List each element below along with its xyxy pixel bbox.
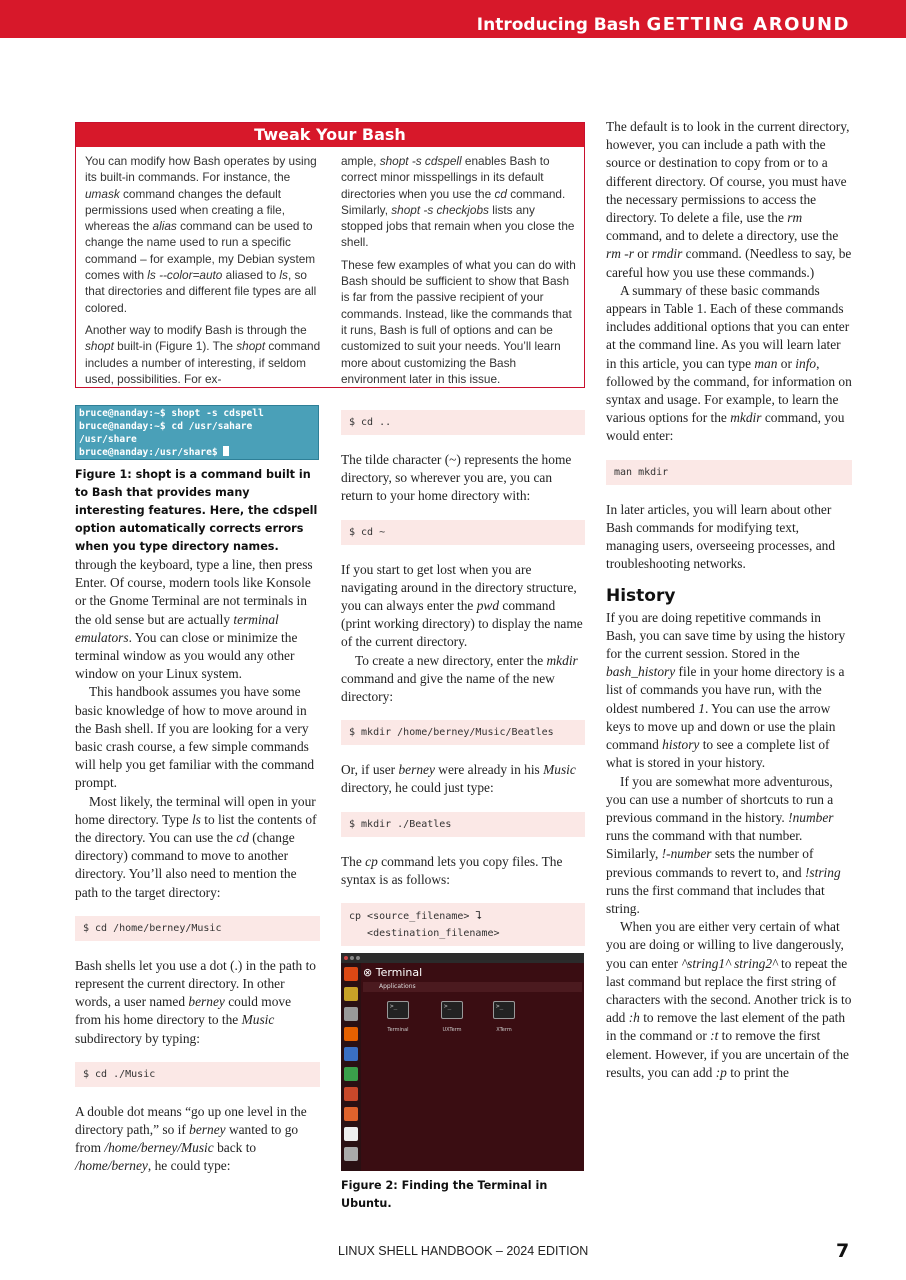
body-paragraph: through the keyboard, type a line, then press Enter. Of course, modern tools like Konsole or the Gnome Terminal are not terminals in the old sense but are actually terminal emulators. You can close or minimize the terminal window as you would any other window on your Linux system. [75, 557, 313, 682]
cursor [223, 446, 229, 456]
code-block [341, 903, 585, 946]
sidebar-column-right [341, 153, 577, 393]
section-title: GETTING AROUND [646, 14, 850, 35]
calc-icon [344, 1067, 358, 1081]
body-paragraph: If you start to get lost when you are navigating around in the directory structure, you can always enter the pwd command (print working directory) to display the name of the current directory. [341, 561, 583, 650]
column-1 [75, 556, 320, 1176]
section-heading-history: History [606, 586, 676, 607]
amazon-icon [344, 1127, 358, 1141]
code-block: $ mkdir /home/berney/Music/Beatles [341, 720, 585, 745]
body-paragraph: If you are somewhat more adventurous, you can use a number of shortcuts to run a previous command in the history. !number runs the command with that number. Similarly, !-number sets the number of previous commands to revert to, and !string runs the first command that includes that string. [606, 773, 841, 916]
launcher-bar [341, 963, 361, 1171]
terminal-line: bruce@nanday:~$ cd /usr/sahare [79, 421, 253, 432]
figure1-terminal [75, 405, 319, 460]
body-paragraph: If you are doing repetitive commands in Bash, you can save time by using the history for the current session. Stored in the bash_history file in your home directory is a list of commands you have run, with the oldest numbered 1. You can use the arrow keys to move up and down or use the plain command history to see a complete list of what is stored in your history. [606, 609, 846, 771]
body-paragraph: This handbook assumes you have some basic knowledge of how to move around in the Bash shell. If you are looking for a very basic crash course, a few simple commands will help you get familiar with the command prompt. [75, 684, 315, 791]
body-paragraph: Bash shells let you use a dot (.) in the path to represent the current directory. In other words, a user named berney could move from his home directory to the Music subdirectory by typing: [75, 957, 316, 1046]
dash-search: ⊗ Terminal [363, 966, 423, 979]
body-paragraph: In later articles, you will learn about other Bash commands for modifying text, managing users, overseeing processes, and troubleshooting networks. [606, 501, 836, 572]
files-icon [344, 987, 358, 1001]
figure2-ubuntu-screenshot [341, 953, 584, 1171]
app-label: XTerm [496, 1027, 512, 1033]
applications-category: Applications [363, 982, 582, 992]
tweak-your-bash-sidebar [75, 122, 585, 388]
maximize-icon [356, 956, 360, 960]
code-block: $ cd ~ [341, 520, 585, 545]
column-2 [341, 394, 585, 962]
figure1-caption: Figure 1: shopt is a command built in to Bash that provides many interesting features. Here, the cdspell option automatically corrects errors when you type directory names. [75, 468, 318, 553]
sidebar-paragraph: These few examples of what you can do with Bash should be sufficient to show that Bash is far from the passive recipient of your commands. Instead, like the commands that it runs, Bash is full of options and can be customized to suit your needs. You’ll learn more about customizing the Bash environment later in this issue. [341, 257, 576, 386]
terminal-app-icon: >_ [387, 1001, 409, 1019]
body-paragraph: When you are either very certain of what you are doing or willing to live dangerously, you can enter ^string1^ string2^ to repeat the last command but replace the first string of characters with the second. Another trick is to add :h to remove the last element of the path in the command or :t to remove the first element. However, if you are uncertain of the results, you can add :p to print the [606, 919, 852, 1080]
figure2-caption: Figure 2: Finding the Terminal in Ubuntu. [341, 1179, 548, 1210]
software-center-icon [344, 1107, 358, 1121]
sidebar-paragraph: You can modify how Bash operates by using its built-in commands. For instance, the umask command changes the default permissions used when creating a file, whereas the alias command can be used to change the name used to run a specific command – for example, my Debian system comes with ls --color=auto aliased to ls, so that directories and different file types are all colored. [85, 154, 317, 315]
firefox-icon [344, 1027, 358, 1041]
body-paragraph: Or, if user berney were already in his Music directory, he could just type: [341, 762, 576, 796]
code-block: man mkdir [606, 460, 852, 485]
sidebar-column-left [85, 153, 321, 393]
code-line: <destination_filename> [349, 928, 500, 940]
footer-title: LINUX SHELL HANDBOOK – 2024 EDITION [338, 1244, 589, 1258]
search-text: Terminal [375, 966, 423, 979]
uxterm-app-icon: >_ [441, 1001, 463, 1019]
terminal-line: bruce@nanday:~$ shopt -s cdspell [79, 408, 264, 419]
line-continuation-icon: ⮧ [475, 909, 482, 923]
column-3 [606, 118, 852, 1082]
code-line: cp <source_filename> [349, 911, 476, 923]
body-paragraph: The cp command lets you copy files. The syntax is as follows: [341, 853, 563, 887]
app-label: UXTerm [442, 1027, 462, 1033]
body-paragraph: Most likely, the terminal will open in your home directory. Type ls to list the contents of the directory. You can use the cd (change directory) command to move to another directory. You’ll also need to mention the path to the target directory: [75, 793, 317, 900]
body-paragraph: A summary of these basic commands appears in Table 1. Each of these commands includes additional options that you can enter at the command line. As you will learn later in this article, you can type man or info, followed by the command, for information on syntax and usage. For example, to learn the various options for the mkdir command, you would enter: [606, 282, 852, 444]
app-label: Terminal [387, 1027, 409, 1033]
settings-icon [344, 1147, 358, 1161]
sidebar-paragraph: ample, shopt -s cdspell enables Bash to correct minor misspellings in its default directories when you use the cd command. Similarly, shopt -s checkjobs lists any stopped jobs that remain when you close the shell. [341, 154, 575, 250]
body-paragraph: To create a new directory, enter the mkdir command and give the name of the new directory: [341, 652, 578, 705]
code-block: $ mkdir ./Beatles [341, 812, 585, 837]
xterm-app-icon: >_ [493, 1001, 515, 1019]
top-panel [341, 953, 584, 963]
folder-icon [344, 1007, 358, 1021]
terminal-line: bruce@nanday:/usr/share$ [79, 447, 224, 458]
running-header [477, 14, 850, 35]
writer-icon [344, 1047, 358, 1061]
sidebar-title: Tweak Your Bash [76, 123, 584, 147]
code-block: $ cd /home/berney/Music [75, 916, 320, 941]
close-icon [344, 956, 348, 960]
body-paragraph: The tilde character (~) represents the home directory, so wherever you are, you can return to your home directory with: [341, 452, 572, 504]
running-title: Introducing Bash [476, 15, 641, 35]
code-block: $ cd ./Music [75, 1062, 320, 1087]
code-block: $ cd .. [341, 410, 585, 435]
body-paragraph: A double dot means “go up one level in the directory path,” so if berney wanted to go from /home/berney/Music back to /home/berney, he could type: [75, 1103, 307, 1174]
dash-icon [344, 967, 358, 981]
sidebar-paragraph: Another way to modify Bash is through the shopt built-in (Figure 1). The shopt command includes a number of interesting, if seldom used, possibilities. For ex- [85, 322, 321, 386]
page-number: 7 [836, 1240, 850, 1262]
terminal-line: /usr/share [79, 434, 137, 445]
impress-icon [344, 1087, 358, 1101]
body-paragraph: The default is to look in the current directory, however, you can include a path with the source or destination to copy from or to a different directory. Of course, you must have the necessary permissions to access the directory. To delete a file, use the rm command, and to delete a directory, use the rm -r or rmdir command. (Needless to say, be careful how you use these commands.) [606, 119, 852, 280]
page-header [0, 0, 906, 38]
minimize-icon [350, 956, 354, 960]
